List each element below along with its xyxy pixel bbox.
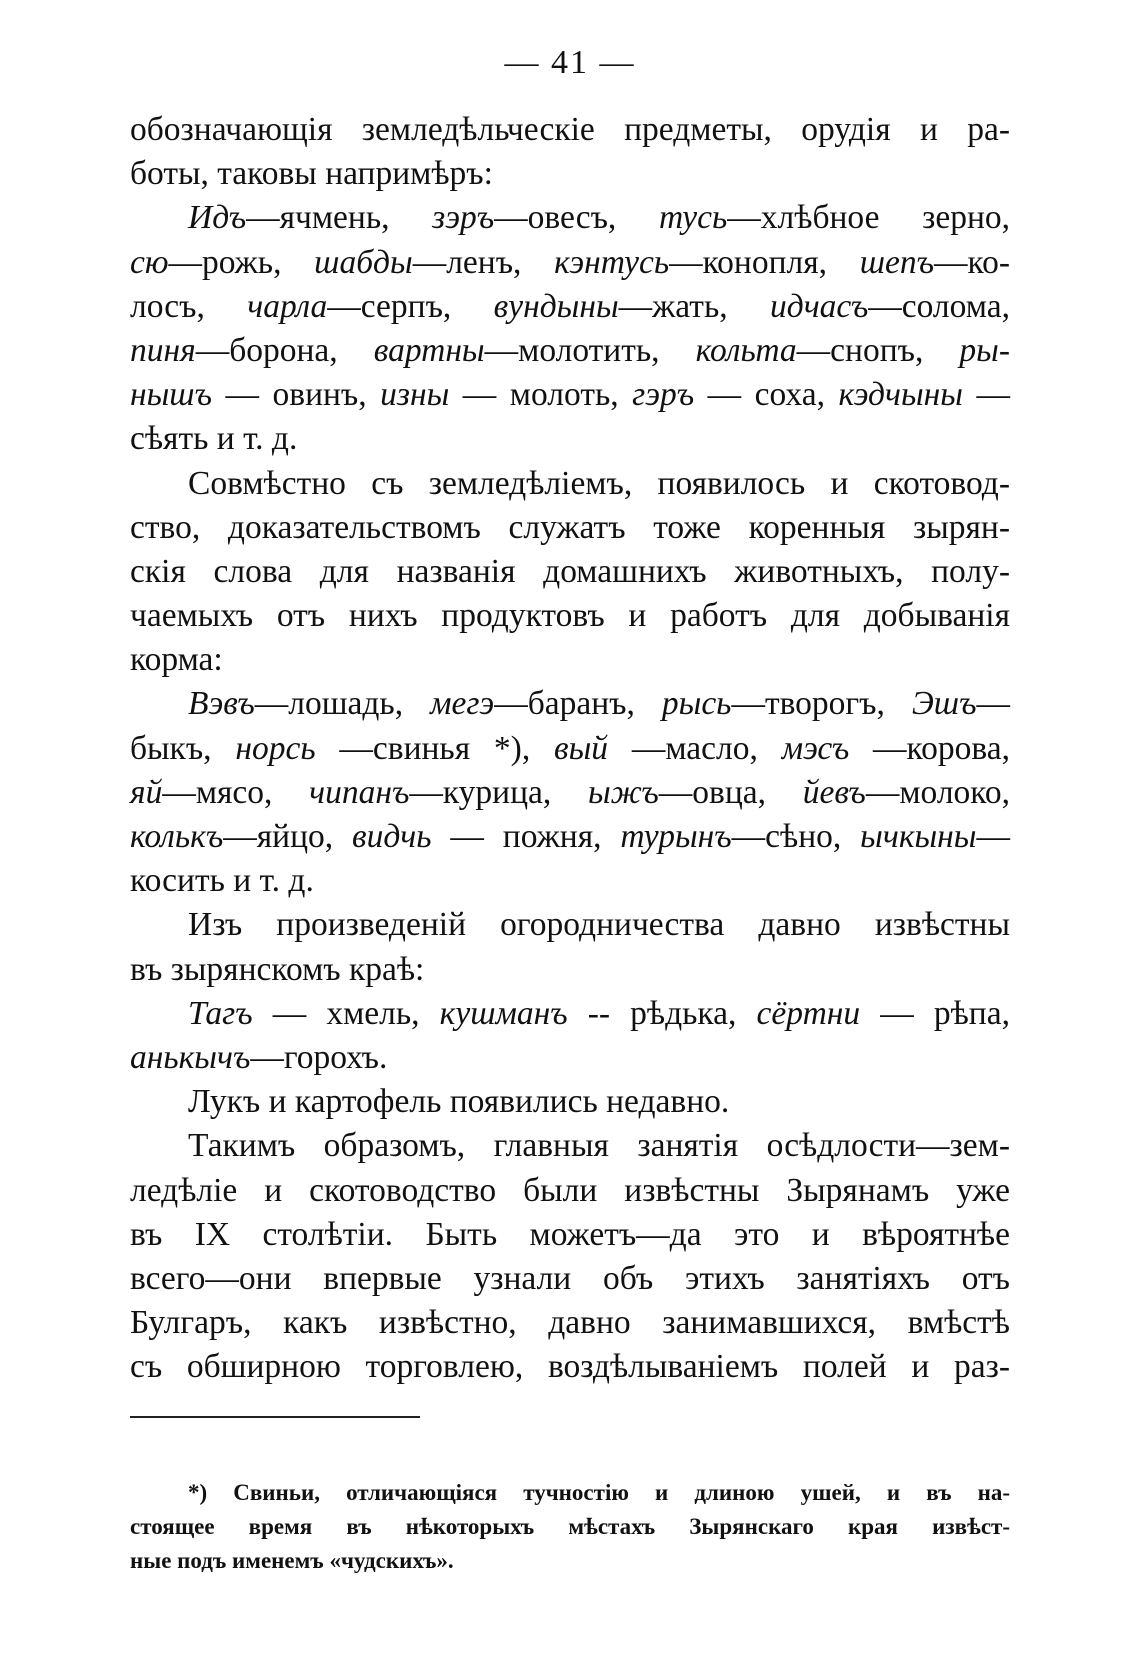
text-line: [130, 241, 1010, 285]
translation-text: —свинья *),: [315, 729, 555, 767]
komi-term: видчь: [352, 818, 432, 855]
translation-text: —творогъ,: [731, 685, 912, 723]
footnote-divider: [130, 1416, 420, 1418]
komi-term: идчасъ: [770, 287, 869, 325]
komi-term: кэнтусь: [554, 243, 670, 281]
komi-term: анькычъ: [130, 1038, 251, 1076]
translation-text: —борона,: [195, 331, 374, 369]
text-line: [130, 992, 1010, 1036]
translation-text: —серпъ,: [327, 287, 494, 325]
translation-text: —молотить,: [484, 331, 696, 369]
komi-term: кольта: [695, 331, 797, 369]
komi-term: изны: [380, 376, 450, 414]
text-line: Такимъ образомъ, главныя занятія осѣдлости—зем-: [188, 1127, 1010, 1165]
translation-text: —хлѣбное зерно,: [727, 199, 1010, 237]
text-line: Совмѣстно съ земледѣліемъ, появилось и скотовод-: [188, 464, 1010, 502]
translation-text: — рѣпа,: [860, 994, 1010, 1032]
komi-term: Тагъ: [188, 994, 253, 1032]
komi-term: шепъ: [859, 243, 935, 281]
text-line: [130, 771, 1010, 815]
page-number: — 41 —: [504, 44, 636, 81]
text-line: чаемыхъ отъ нихъ продуктовъ и работъ для добыванія: [130, 597, 1010, 635]
text-line: [130, 196, 1010, 240]
text-line: Булгаръ, какъ извѣстно, давно занимавшихся, вмѣстѣ: [130, 1304, 1010, 1342]
komi-term: рысь: [661, 685, 732, 723]
komi-term: вый: [554, 729, 609, 767]
text-line: всего—они впервые узнали объ этихъ занятіяхъ отъ: [130, 1259, 1010, 1297]
text-line: [130, 682, 1010, 726]
komi-term: зэръ: [432, 199, 495, 237]
komi-term: колькъ: [130, 818, 224, 855]
translation-text: —: [976, 685, 1010, 723]
komi-term: вартны: [373, 331, 485, 369]
text-line: съ обширною торговлею, воздѣлываніемъ полей и раз-: [130, 1348, 1010, 1386]
komi-term: гэръ: [632, 376, 695, 414]
footnote-line: *) Свиньи, отличающіяся тучностію и длиною ушей, и въ на-: [188, 1480, 1010, 1505]
text-line: ство, доказательствомъ служатъ тоже коренныя зырян-: [130, 508, 1010, 546]
translation-text: —: [962, 376, 1010, 414]
text-line: скія слова для названія домашнихъ животныхъ, полу-: [130, 552, 1010, 590]
komi-term: мэсъ: [781, 729, 850, 767]
translation-text: —яйцо,: [223, 818, 353, 855]
text-line: [130, 815, 1010, 859]
komi-term: яй: [130, 773, 163, 811]
translation-text: —лошадь,: [254, 685, 431, 723]
komi-term: тусь: [658, 199, 728, 237]
translation-text: — хмель,: [252, 994, 440, 1032]
translation-text: —овесъ,: [494, 199, 659, 237]
text-line: [130, 329, 1010, 373]
footnote: [130, 1476, 1010, 1578]
komi-term: сёртни: [756, 994, 861, 1032]
translation-text: лосъ,: [130, 287, 248, 325]
translation-text: —солома,: [868, 287, 1010, 325]
translation-text: —ленъ,: [412, 243, 555, 281]
text-line: Изъ произведеній огородничества давно извѣстны: [188, 906, 1010, 944]
text-line: боты, таковы напримѣръ:: [130, 155, 493, 193]
translation-text: —мясо,: [162, 773, 310, 811]
komi-term: Идъ: [188, 199, 247, 237]
translation-text: —жать,: [618, 287, 770, 325]
translation-text: —снопъ,: [796, 331, 960, 369]
translation-text: —: [976, 818, 1010, 855]
komi-term: кушманъ: [439, 994, 568, 1032]
text-line: сѣять и т. д.: [130, 420, 298, 458]
text-line: [130, 373, 1010, 417]
komi-term: чипанъ: [309, 773, 410, 811]
text-line: корма:: [130, 641, 223, 679]
text-line: обозначающія земледѣльческіе предметы, орудія и ра-: [130, 111, 1010, 148]
translation-text: —баранъ,: [494, 685, 662, 723]
translation-text: —рожь,: [168, 243, 315, 281]
komi-term: ры-: [959, 331, 1011, 369]
komi-term: турынъ: [620, 818, 732, 855]
komi-term: йевъ: [802, 773, 866, 811]
translation-text: — молоть,: [449, 376, 633, 414]
translation-text: —масло,: [608, 729, 782, 767]
translation-text: быкъ,: [130, 729, 236, 767]
footnote-line: стоящее время въ нѣкоторыхъ мѣстахъ Зырянскаго края извѣст-: [130, 1514, 1010, 1539]
komi-term: ыжъ: [587, 773, 659, 811]
komi-term: нышъ: [130, 376, 212, 414]
komi-term: пиня: [130, 331, 196, 369]
komi-term: Эшъ: [911, 685, 977, 723]
text-line: [130, 727, 1010, 771]
translation-text: —сѣно,: [731, 818, 861, 855]
komi-term: шабды: [314, 243, 413, 281]
translation-text: —горохъ.: [250, 1038, 388, 1076]
komi-term: чарла: [247, 287, 328, 325]
text-line: Лукъ и картофель появились недавно.: [188, 1083, 730, 1121]
translation-text: —корова,: [849, 729, 1010, 767]
translation-text: —овца,: [658, 773, 803, 811]
main-text: [130, 108, 1010, 1389]
translation-text: — соха,: [694, 376, 839, 414]
translation-text: —ячмень,: [246, 199, 433, 237]
text-line: въ зырянскомъ краѣ:: [130, 950, 425, 988]
text-line: ледѣліе и скотоводство были извѣстны Зырянамъ уже: [130, 1171, 1010, 1209]
komi-term: ычкыны: [860, 818, 977, 855]
translation-text: —молоко,: [865, 773, 1010, 811]
text-line: въ IX столѣтіи. Быть можетъ—да это и вѣроятнѣе: [130, 1215, 1010, 1253]
footnote-line: ные подъ именемъ «чудскихъ».: [130, 1548, 454, 1573]
komi-term: мегэ: [430, 685, 495, 723]
komi-term: вундыны: [493, 287, 619, 325]
text-line: [130, 1036, 1010, 1080]
text-line: косить и т. д.: [130, 862, 314, 900]
komi-term: сю: [130, 243, 169, 281]
translation-text: —курица,: [409, 773, 588, 811]
komi-term: норсь: [235, 729, 316, 767]
translation-text: -- рѣдька,: [567, 994, 757, 1032]
translation-text: —конопля,: [669, 243, 860, 281]
komi-term: кэдчыны: [838, 376, 963, 414]
translation-text: — пожня,: [431, 818, 621, 855]
komi-term: Вэвъ: [188, 685, 255, 723]
translation-text: —ко-: [934, 243, 1011, 281]
text-line: [130, 285, 1010, 329]
translation-text: — овинъ,: [211, 376, 381, 414]
